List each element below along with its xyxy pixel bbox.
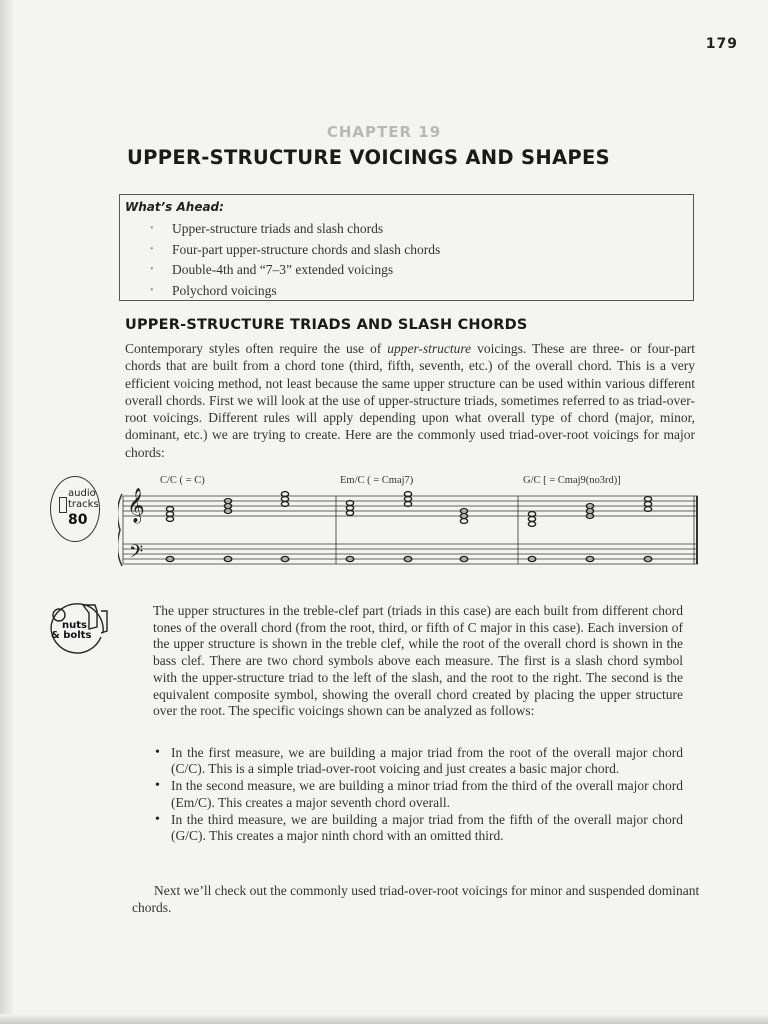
nuts-and-bolts-icon — [45, 597, 115, 659]
explanation-paragraph: The upper structures in the treble-clef part (triads in this case) are each built from different chord tones of the overall chord (from the root, third, or fifth of C major in this case). Each inversion of the upper structure is shown in the treble clef, while the root of the overall chord is shown in the bass clef. There are two chord symbols above each measure. The first is a slash chord symbol with the upper-structure triad to the left of the slash, and the root to the right. The second is the equivalent composite symbol, showing the overall chord created by placing the upper structure over the root. The specific voicings shown can be analyzed as follows: — [153, 603, 683, 719]
audio-label-line1: audio — [68, 488, 96, 499]
audio-track-number: 80 — [68, 512, 88, 528]
chapter-title: UPPER-STRUCTURE VOICINGS AND SHAPES — [127, 146, 610, 169]
chord-symbol-3: G/C [ = Cmaj9(no3rd)] — [523, 475, 621, 486]
analysis-bullet: • In the first measure, we are building a major triad from the root of the overall major chord (C/C). This is a simple triad-over-root voicing and just creates a basic major chord. — [153, 745, 683, 778]
whats-ahead-item: • Four-part upper-structure chords and slash chords — [120, 240, 440, 261]
intro-paragraph — [125, 340, 695, 461]
audio-label — [68, 488, 99, 510]
audio-tracks-icon — [47, 474, 103, 544]
page-gutter-shadow — [0, 0, 14, 1024]
intro-text-end: voicings. These are three- or four-part chords that are built from a chord tone (third, fifth, seventh, etc.) of the overall chord. This is a very efficient voicing method, not least because the same upper structure can be used within various different overall chords. First we will look at the use of upper-structure triads, sometimes referred to as triad-over-root voicings. Different rules will apply depending upon what overall type of chord (major, minor, dominant, etc.) we are trying to create. Here are the commonly used triad-over-root voicings for major chords: — [125, 341, 695, 460]
bolts-label: & bolts — [51, 630, 92, 641]
page-bottom-edge — [0, 1014, 768, 1024]
treble-clef-icon: 𝄞 — [127, 488, 145, 523]
nuts-label: nuts — [62, 620, 87, 631]
whats-ahead-item: • Double-4th and “7–3” extended voicings — [120, 260, 440, 281]
whats-ahead-title: What’s Ahead: — [125, 200, 224, 214]
analysis-bullet: • In the third measure, we are building a major triad from the fifth of the overall major chord (G/C). This creates a major ninth chord with an omitted third. — [153, 812, 683, 845]
intro-emphasis: upper-structure — [387, 341, 472, 356]
treble-notes — [166, 492, 651, 527]
page-number: 179 — [705, 36, 738, 52]
whats-ahead-box — [119, 194, 694, 301]
intro-text-start: Contemporary styles often require the use of — [125, 341, 388, 356]
chord-symbol-2: Em/C ( = Cmaj7) — [340, 475, 414, 486]
music-example — [118, 470, 700, 570]
section-heading: UPPER-STRUCTURE TRIADS AND SLASH CHORDS — [125, 317, 528, 333]
whats-ahead-list — [120, 219, 440, 301]
whats-ahead-item: • Polychord voicings — [120, 281, 440, 302]
grand-staff — [118, 470, 700, 570]
analysis-bullet-list — [153, 745, 683, 845]
whats-ahead-item: • Upper-structure triads and slash chords — [120, 219, 440, 240]
analysis-bullet: • In the second measure, we are building a minor triad from the third of the overall major chord (Em/C). This creates a major seventh chord overall. — [153, 778, 683, 811]
speaker-icon — [59, 497, 67, 513]
chapter-label: CHAPTER 19 — [326, 123, 442, 141]
outro-paragraph: Next we’ll check out the commonly used triad-over-root voicings for minor and suspended dominant chords. — [132, 883, 700, 915]
chord-symbol-1: C/C ( = C) — [160, 475, 205, 486]
bass-clef-icon: 𝄢 — [129, 542, 144, 567]
audio-label-line2: tracks — [68, 499, 99, 510]
